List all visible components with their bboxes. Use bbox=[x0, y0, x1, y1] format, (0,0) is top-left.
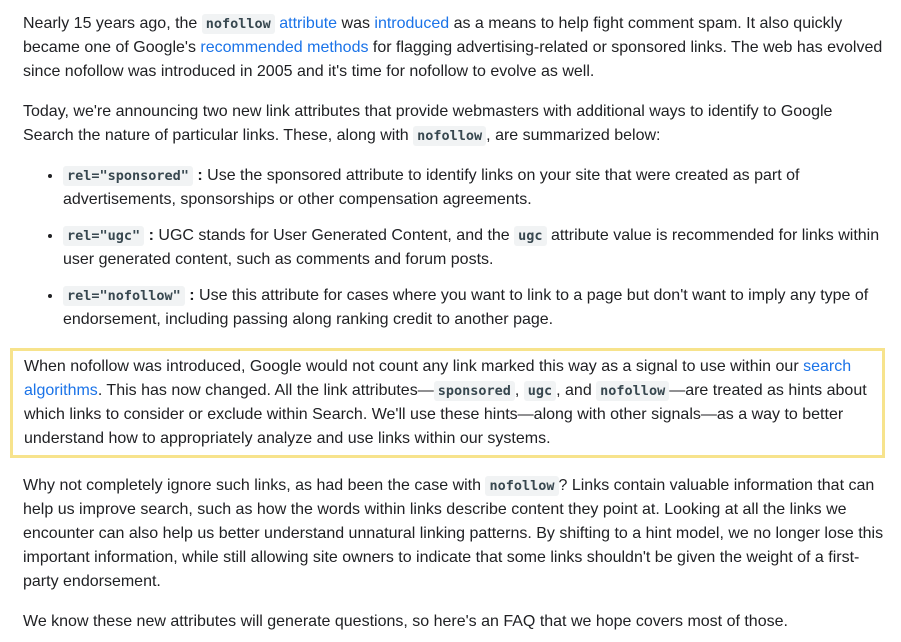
colon: : bbox=[189, 287, 195, 304]
ugc-description-1: UGC stands for User Generated Content, and the bbox=[153, 227, 515, 244]
code-ugc: ugc bbox=[524, 381, 556, 401]
introduced-link[interactable]: introduced bbox=[374, 15, 450, 32]
highlighted-callout bbox=[10, 348, 885, 458]
intro-paragraph bbox=[23, 12, 885, 84]
attribute-link[interactable]: attribute bbox=[279, 15, 338, 32]
code-rel-ugc: rel="ugc" bbox=[63, 226, 144, 246]
code-nofollow: nofollow bbox=[202, 14, 275, 34]
list-item-ugc bbox=[63, 224, 885, 272]
nofollow-description: Use this attribute for cases where you want to link to a page but don't want to imply any type of endorsement, including passing along ranking credit to another page. bbox=[63, 287, 869, 328]
separator: , bbox=[514, 382, 524, 399]
announcement-text-2: , are summarized below: bbox=[486, 127, 661, 144]
code-nofollow: nofollow bbox=[413, 126, 486, 146]
colon: : bbox=[197, 167, 203, 184]
sponsored-description: Use the sponsored attribute to identify links on your site that were created as part of advertisements, sponsorships or other compensation agreements. bbox=[63, 167, 800, 208]
announcement-text-1: Today, we're announcing two new link attributes that provide webmasters with additional ways to identify to Google Search the nature of particular links. These, along with bbox=[23, 103, 833, 144]
code-rel-sponsored: rel="sponsored" bbox=[63, 166, 193, 186]
list-item-nofollow bbox=[63, 284, 885, 332]
rationale-text-2: ? Links contain valuable information that can help us improve search, such as how the words within links describe content they point at. Looking at all the links we encounter can also help us better understand unnatural linking patterns. By shifting to a hint model, we no longer lose this important information, while still allowing site owners to indicate that some links shouldn't be given the weight of a first-party endorsement. bbox=[23, 477, 884, 590]
separator: , and bbox=[556, 382, 597, 399]
rationale-paragraph bbox=[23, 474, 885, 594]
callout-text-3: —are treated as hints about which links to consider or exclude within Search. We'll use these hints—along with other signals—as a way to better understand how to appropriately analyze and use links within our systems. bbox=[24, 382, 867, 447]
ugc-description-2: attribute value is recommended for links within user generated content, such as comments and forum posts. bbox=[63, 227, 880, 268]
search-algorithms-link[interactable]: search algorithms bbox=[24, 358, 852, 399]
intro-text-1: Nearly 15 years ago, the bbox=[23, 15, 202, 32]
callout-text-2: . This has now changed. All the link attributes— bbox=[97, 382, 434, 399]
attribute-list bbox=[23, 164, 885, 332]
intro-text-2: was bbox=[337, 15, 375, 32]
code-rel-nofollow: rel="nofollow" bbox=[63, 286, 185, 306]
list-item-sponsored bbox=[63, 164, 885, 212]
intro-text-3: as a means to help fight comment spam. It also quickly became one of Google's bbox=[23, 15, 843, 56]
intro-text-4: for flagging advertising-related or sponsored links. The web has evolved since nofollow was introduced in 2005 and it's time for nofollow to evolve as well. bbox=[23, 39, 883, 80]
code-sponsored: sponsored bbox=[434, 381, 515, 401]
rationale-text-1: Why not completely ignore such links, as had been the case with bbox=[23, 477, 486, 494]
callout-text-1: When nofollow was introduced, Google would not count any link marked this way as a signal to use within our bbox=[24, 358, 804, 375]
announcement-paragraph bbox=[23, 100, 885, 148]
callout-paragraph bbox=[24, 355, 872, 451]
code-nofollow: nofollow bbox=[485, 476, 558, 496]
faq-intro-paragraph: We know these new attributes will generate questions, so here's an FAQ that we hope covers most of those. bbox=[23, 613, 788, 630]
code-nofollow: nofollow bbox=[596, 381, 669, 401]
colon: : bbox=[148, 227, 154, 244]
recommended-methods-link[interactable]: recommended methods bbox=[200, 39, 369, 56]
code-ugc: ugc bbox=[514, 226, 546, 246]
